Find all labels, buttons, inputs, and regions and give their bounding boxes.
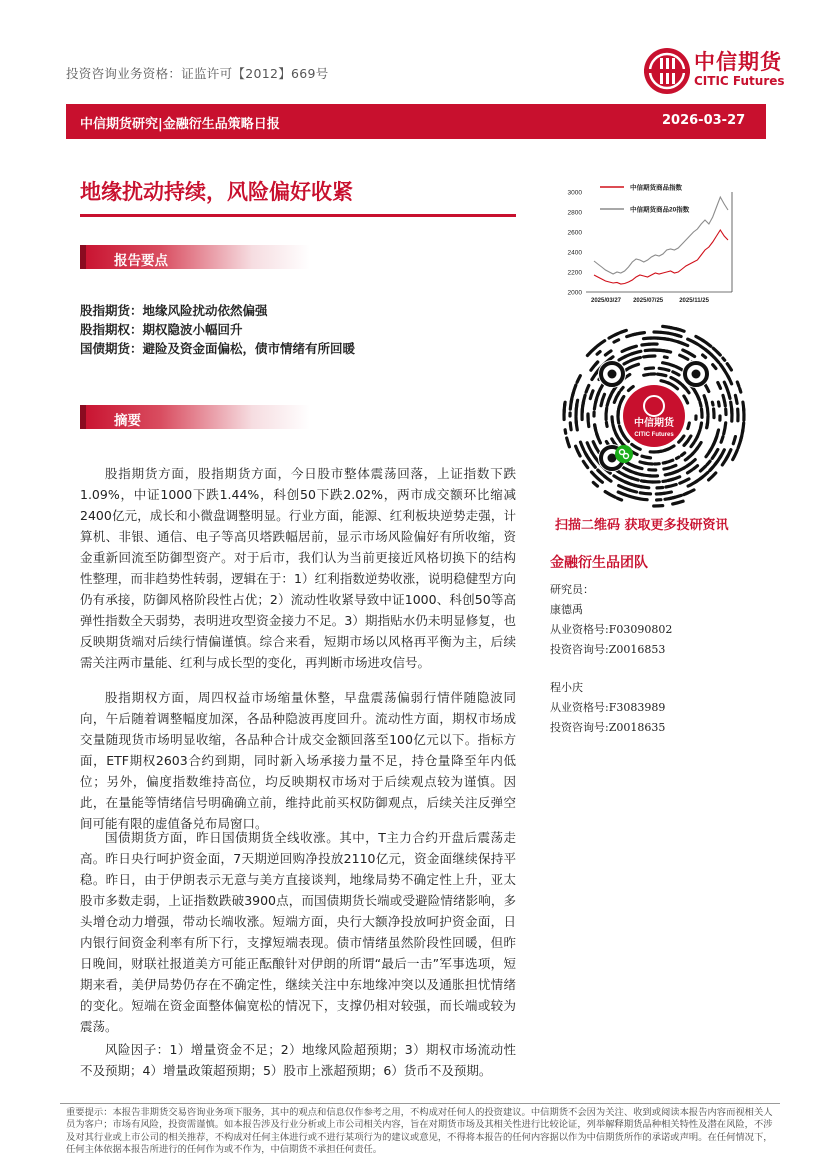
logo-en: CITIC Futures (694, 74, 785, 88)
series-line-1 (594, 230, 728, 284)
x-tick-label: 2025/11/25 (679, 298, 709, 304)
paragraph-index-futures: 股指期货方面，股指期货方面，今日股市整体震荡回落，上证指数下跌1.09%，中证1000下跌1.44%，科创50下跌2.02%，两市成交额环比缩减2400亿元，成长和小微盘调整明显。行业方面，能源、红利板块逆势走强，计算机、非银、通信、电子等高贝塔跌幅居前，显示市场风险偏好有所收缩，资金重新回流至防御型资产。对于后市，我们认为当前更接近风格切换下的结构性整理，而非趋势性转弱，逻辑在于：1）红利指数逆势收涨，说明稳健型方向仍有承接，防御风格阶段性占优；2）流动性收紧导致中证1000、科创50等高弹性指数全天弱势，表明进攻型资金接力不足。3）期指贴水仍未明显修复，也反映期货端对后续行情偏谨慎。综合来看，短期市场以风格再平衡为主，后续需关注两市量能、红利与成长型的变化，再判断市场进攻信号。 (80, 466, 516, 670)
paragraph-bond-futures: 国债期货方面，昨日国债期货全线收涨。其中，T主力合约开盘后震荡走高。昨日央行呵护资金面，7天期逆回购净投放2110亿元，资金面继续保持平稳。昨日，由于伊朗表示无意与美方直接谈判，地缘局势不确定性上升，亚太股市多数走弱，上证指数跌破3900点，而国债期货长端或受避险情绪影响，多头增仓动力增强，带动长端收涨。短端方面，央行大额净投放呵护资金面，日内银行间资金利率有所下行，支撑短端表现。债市情绪虽然阶段性回暖，但昨日晚间，财联社报道美方可能正酝酿针对伊朗的所谓“最后一击”军事选项，短期来看，美伊局势仍存在不确定性，继续关注中东地缘冲突以及通胀担忧情绪的变化。短端在资金面整体偏宽松的情况下，支撑仍相对较强，而长端或较为震荡。 (80, 830, 516, 1034)
qr-code (560, 322, 748, 510)
analyst-1-consult-id: 投资咨询号:Z0016853 (550, 643, 666, 656)
qr-center-cn: 中信期货 (634, 418, 674, 429)
logo-cn: 中信期货 (694, 50, 782, 74)
y-tick-label: 2800 (567, 209, 582, 217)
analyst-1-name: 康德禹 (550, 603, 583, 616)
team-name: 金融衍生品团队 (550, 555, 648, 571)
qr-center-en: CITIC Futures (634, 432, 674, 438)
summary-label: 摘要 (114, 413, 141, 429)
key-point-1: 股指期货：地缘风险扰动依然偏强 (80, 303, 268, 318)
y-tick-label: 2000 (567, 289, 582, 297)
paragraph-index-options: 股指期权方面，周四权益市场缩量休整，早盘震荡偏弱行情伴随隐波同向，午后随着调整幅度加深，各品种隐波再度回升。流动性方面，期权市场成交量随现货市场明显收缩，各品种合计成交金额回落至100亿元以下。指标方面，ETF期权2603合约到期，同时新入场承接力量不足，持仓量降至年内低位；另外，偏度指数维持高位，均反映期权市场对于后续观点较为谨慎。因此，在量能等情绪信号明确确立前，维持此前买权防御观点，后续关注反弹空间可能有限的虚值备兑布局窗口。 (80, 690, 516, 831)
report-date: 2026-03-27 (662, 113, 746, 128)
y-tick-label: 3000 (567, 189, 582, 197)
report-series: 中信期货研究|金融衍生品策略日报 (80, 117, 280, 132)
license-text: 投资咨询业务资格：证监许可【2012】669号 (66, 66, 329, 81)
x-tick-label: 2025/03/27 (590, 298, 622, 304)
section-tick (80, 405, 86, 429)
paragraph-risk-factors: 风险因子：1）增量资金不足；2）地缘风险超预期；3）期权市场流动性不及预期；4）增量政策超预期；5）股市上涨超预期；6）货币不及预期。 (80, 1042, 516, 1078)
scan-qr-text: 扫描二维码 获取更多投研资讯 (555, 518, 729, 533)
analyst-2-qualification: 从业资格号:F3083989 (550, 701, 666, 714)
key-point-3: 国债期货：避险及资金面偏松，债市情绪有所回暖 (80, 341, 356, 356)
x-tick-label: 2025/07/25 (633, 298, 664, 304)
key-point-2: 股指期权：期权隐波小幅回升 (80, 322, 243, 337)
y-tick-label: 2600 (567, 229, 582, 237)
disclaimer: 重要提示：本报告非期货交易咨询业务项下服务，其中的观点和信息仅作参考之用，不构成对任何人的投资建议。中信期货不会因为关注、收到或阅读本报告内容而视相关人员为客户；市场有风险，投资需谨慎。如本报告涉及行业分析或上市公司相关内容，旨在对期货市场及其相关性进行比较论证，列举解释期货品种相关特性及潜在风险，不涉及对其行业或上市公司的相关推荐，不构成对任何主体进行或不进行某项行为的建议或意见，不得将本报告的任何内容据以作为中信期货所作的承诺或声明。在任何情况下，任何主体依据本报告所进行的任何作为或不作为，中信期货不承担任何责任。 (66, 1107, 773, 1155)
footer-divider (60, 1103, 780, 1104)
report-title: 地缘扰动持续，风险偏好收紧 (80, 180, 353, 204)
analyst-1-qualification: 从业资格号:F03090802 (550, 623, 673, 636)
section-tick (80, 245, 86, 269)
researcher-label: 研究员： (550, 583, 594, 596)
analyst-2-consult-id: 投资咨询号:Z0018635 (550, 721, 666, 734)
y-tick-label: 2400 (567, 249, 582, 257)
legend-label-2: 中信期货商品20指数 (630, 206, 690, 214)
key-points-label: 报告要点 (114, 253, 168, 269)
y-tick-label: 2200 (567, 269, 582, 277)
title-underline (80, 214, 516, 217)
commodity-index-chart (560, 180, 742, 310)
legend-label-1: 中信期货商品指数 (630, 184, 682, 192)
analyst-2-name: 程小庆 (550, 681, 583, 694)
